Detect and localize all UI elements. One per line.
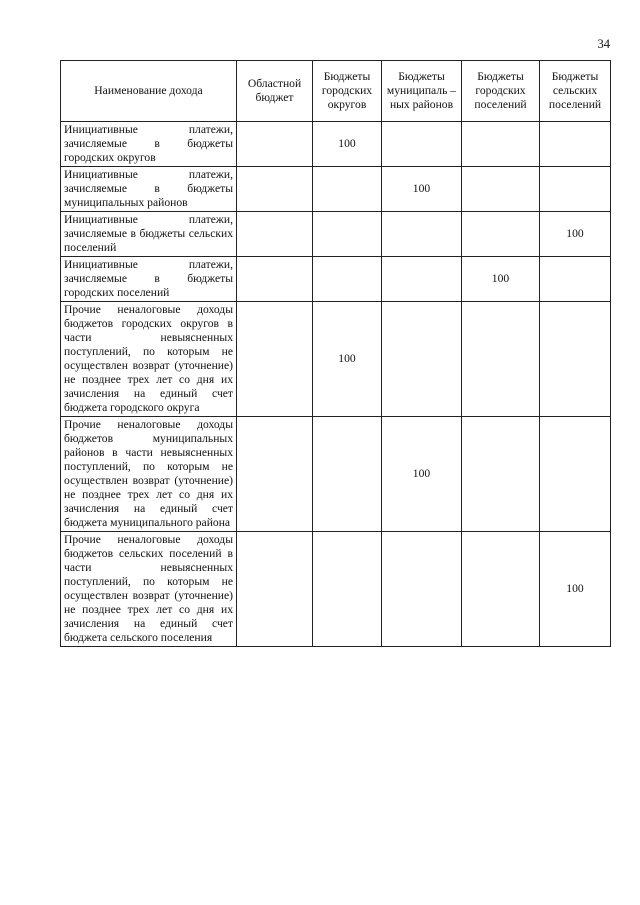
- urban-settlement-budget-cell: 100: [462, 257, 540, 302]
- city-district-budget-cell: [313, 167, 382, 212]
- table-row: [61, 417, 611, 532]
- table-row: [61, 167, 611, 212]
- municipal-district-budget-cell: [382, 212, 462, 257]
- regional-budget-cell: [237, 122, 313, 167]
- municipal-district-budget-cell: 100: [382, 417, 462, 532]
- regional-budget-cell: [237, 302, 313, 417]
- urban-settlement-budget-cell: [462, 302, 540, 417]
- table-row: [61, 257, 611, 302]
- regional-budget-cell: [237, 167, 313, 212]
- urban-settlement-budget-cell: [462, 212, 540, 257]
- regional-budget-cell: [237, 257, 313, 302]
- income-name-cell: Инициативные платежи, зачисляемые в бюджеты городских поселений: [61, 257, 237, 302]
- table-row: [61, 212, 611, 257]
- urban-settlement-budget-cell: [462, 417, 540, 532]
- income-name-cell: Прочие неналоговые доходы бюджетов сельских поселений в части невыясненных поступлений, по которым не осуществлен возврат (уточнение) не позднее трех лет со дня их зачисления на единый счет бюджета сельского поселения: [61, 532, 237, 647]
- income-name-cell: Прочие неналоговые доходы бюджетов городских округов в части невыясненных поступлений, по которым не осуществлен возврат (уточнение) не позднее трех лет со дня их зачисления на единый счет бюджета городского округа: [61, 302, 237, 417]
- municipal-district-budget-cell: [382, 302, 462, 417]
- rural-settlement-budget-cell: 100: [540, 532, 611, 647]
- regional-budget-cell: [237, 212, 313, 257]
- header-urban-settlement-budgets: Бюджеты городских поселений: [462, 61, 540, 122]
- municipal-district-budget-cell: [382, 532, 462, 647]
- municipal-district-budget-cell: [382, 257, 462, 302]
- header-income-name: Наименование дохода: [61, 61, 237, 122]
- rural-settlement-budget-cell: [540, 122, 611, 167]
- rural-settlement-budget-cell: 100: [540, 212, 611, 257]
- header-regional-budget: Областной бюджет: [237, 61, 313, 122]
- city-district-budget-cell: [313, 257, 382, 302]
- regional-budget-cell: [237, 532, 313, 647]
- header-city-district-budgets: Бюджеты городских округов: [313, 61, 382, 122]
- income-name-cell: Прочие неналоговые доходы бюджетов муниципальных районов в части невыясненных поступлений, по которым не осуществлен возврат (уточнение) не позднее трех лет со дня их зачисления на единый счет бюджета муниципального района: [61, 417, 237, 532]
- income-name-cell: Инициативные платежи, зачисляемые в бюджеты муниципальных районов: [61, 167, 237, 212]
- city-district-budget-cell: 100: [313, 302, 382, 417]
- rural-settlement-budget-cell: [540, 257, 611, 302]
- municipal-district-budget-cell: 100: [382, 167, 462, 212]
- regional-budget-cell: [237, 417, 313, 532]
- city-district-budget-cell: [313, 212, 382, 257]
- table-header-row: [61, 61, 611, 122]
- municipal-district-budget-cell: [382, 122, 462, 167]
- rural-settlement-budget-cell: [540, 167, 611, 212]
- city-district-budget-cell: [313, 532, 382, 647]
- city-district-budget-cell: [313, 417, 382, 532]
- header-municipal-district-budgets: Бюджеты муниципаль –ных районов: [382, 61, 462, 122]
- header-rural-settlement-budgets: Бюджеты сельских поселений: [540, 61, 611, 122]
- city-district-budget-cell: 100: [313, 122, 382, 167]
- urban-settlement-budget-cell: [462, 122, 540, 167]
- table-row: [61, 302, 611, 417]
- income-name-cell: Инициативные платежи, зачисляемые в бюджеты сельских поселений: [61, 212, 237, 257]
- page-number: 34: [597, 37, 610, 51]
- urban-settlement-budget-cell: [462, 532, 540, 647]
- income-name-cell: Инициативные платежи, зачисляемые в бюджеты городских округов: [61, 122, 237, 167]
- rural-settlement-budget-cell: [540, 417, 611, 532]
- urban-settlement-budget-cell: [462, 167, 540, 212]
- table-row: [61, 532, 611, 647]
- revenue-distribution-table: [60, 60, 611, 647]
- table-row: [61, 122, 611, 167]
- rural-settlement-budget-cell: [540, 302, 611, 417]
